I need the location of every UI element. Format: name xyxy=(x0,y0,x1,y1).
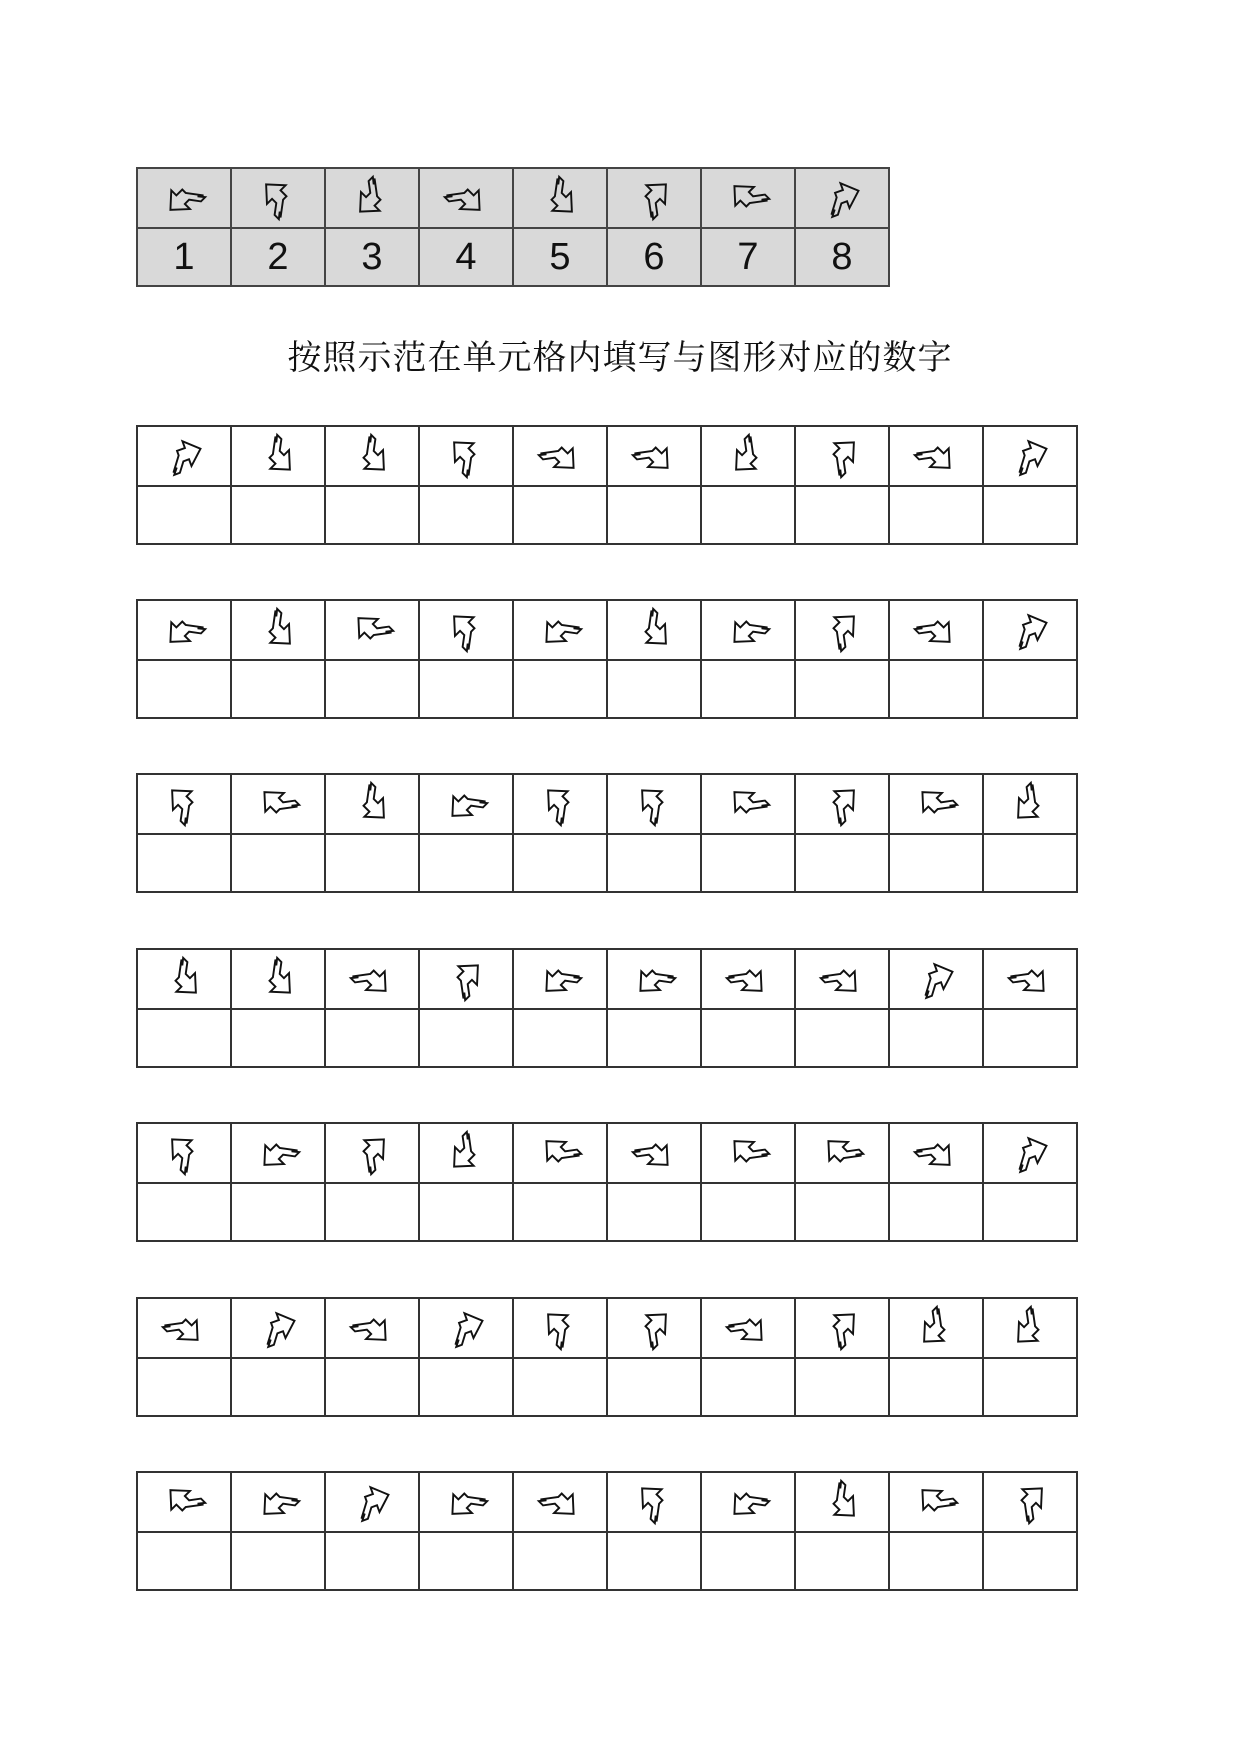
answer-cell[interactable] xyxy=(795,1532,889,1590)
exercise-symbol-row xyxy=(137,426,1077,486)
exercise-symbol-cell xyxy=(325,426,419,486)
arrow-icon xyxy=(1006,606,1054,654)
exercise-symbol-cell xyxy=(607,949,701,1009)
exercise-symbol-cell xyxy=(701,949,795,1009)
arrow-icon xyxy=(254,1129,302,1177)
arrow-icon xyxy=(160,606,208,654)
answer-cell[interactable] xyxy=(419,1532,513,1590)
key-number-cell: 4 xyxy=(419,228,513,286)
exercise-symbol-cell xyxy=(889,1298,983,1358)
answer-cell[interactable] xyxy=(325,1183,419,1241)
arrow-icon xyxy=(254,432,302,480)
answer-cell[interactable] xyxy=(513,486,607,544)
exercise-symbol-cell xyxy=(607,426,701,486)
arrow-icon xyxy=(1006,1129,1054,1177)
arrow-icon xyxy=(1006,1304,1054,1352)
arrow-icon xyxy=(724,174,772,222)
answer-cell[interactable] xyxy=(607,1009,701,1067)
arrow-icon xyxy=(348,1129,396,1177)
exercise-symbol-cell xyxy=(513,949,607,1009)
arrow-icon xyxy=(254,174,302,222)
key-symbol-cell xyxy=(513,168,607,228)
key-symbol-cell xyxy=(419,168,513,228)
answer-cell[interactable] xyxy=(325,1358,419,1416)
answer-cell[interactable] xyxy=(137,486,231,544)
arrow-icon xyxy=(442,174,490,222)
exercise-symbol-cell xyxy=(137,426,231,486)
key-symbol-cell xyxy=(137,168,231,228)
arrow-icon xyxy=(348,1304,396,1352)
answer-cell[interactable] xyxy=(607,1358,701,1416)
exercise-symbol-cell xyxy=(513,774,607,834)
exercise-symbol-cell xyxy=(701,1298,795,1358)
exercise-symbol-cell xyxy=(889,949,983,1009)
answer-cell[interactable] xyxy=(889,660,983,718)
exercise-symbol-cell xyxy=(983,774,1077,834)
exercise-symbol-cell xyxy=(983,1472,1077,1532)
answer-cell[interactable] xyxy=(513,660,607,718)
answer-cell[interactable] xyxy=(889,834,983,892)
exercise-symbol-cell xyxy=(231,1298,325,1358)
arrow-icon xyxy=(536,606,584,654)
exercise-symbol-cell xyxy=(419,600,513,660)
exercise-symbol-cell xyxy=(513,1298,607,1358)
arrow-icon xyxy=(1006,1478,1054,1526)
arrow-icon xyxy=(724,1478,772,1526)
arrow-icon xyxy=(818,780,866,828)
exercise-symbol-cell xyxy=(231,1472,325,1532)
answer-key-table xyxy=(136,167,890,287)
exercise-answer-row xyxy=(137,486,1077,544)
answer-cell[interactable] xyxy=(231,1532,325,1590)
exercise-symbol-cell xyxy=(325,1123,419,1183)
answer-cell[interactable] xyxy=(701,660,795,718)
key-symbol-row xyxy=(137,168,889,228)
answer-cell[interactable] xyxy=(513,1532,607,1590)
arrow-icon xyxy=(724,1129,772,1177)
arrow-icon xyxy=(536,780,584,828)
arrow-icon xyxy=(348,606,396,654)
exercise-symbol-cell xyxy=(701,1472,795,1532)
arrow-icon xyxy=(348,780,396,828)
exercise-symbol-cell xyxy=(795,949,889,1009)
key-number-cell: 6 xyxy=(607,228,701,286)
arrow-icon xyxy=(912,780,960,828)
arrow-icon xyxy=(724,955,772,1003)
exercise-answer-row xyxy=(137,1009,1077,1067)
answer-cell[interactable] xyxy=(231,1009,325,1067)
answer-cell[interactable] xyxy=(889,1358,983,1416)
arrow-icon xyxy=(818,1304,866,1352)
exercise-symbol-cell xyxy=(983,949,1077,1009)
exercise-symbol-cell xyxy=(231,1123,325,1183)
key-number-cell: 3 xyxy=(325,228,419,286)
key-number-cell: 2 xyxy=(231,228,325,286)
arrow-icon xyxy=(536,1304,584,1352)
answer-cell[interactable] xyxy=(701,486,795,544)
exercise-symbol-cell xyxy=(607,1123,701,1183)
exercise-symbol-row xyxy=(137,1123,1077,1183)
arrow-icon xyxy=(442,1478,490,1526)
arrow-icon xyxy=(442,780,490,828)
exercise-table xyxy=(136,1122,1078,1242)
arrow-icon xyxy=(818,432,866,480)
answer-cell[interactable] xyxy=(325,834,419,892)
arrow-icon xyxy=(818,606,866,654)
exercise-symbol-cell xyxy=(795,426,889,486)
arrow-icon xyxy=(254,1478,302,1526)
answer-cell[interactable] xyxy=(137,660,231,718)
exercise-answer-row xyxy=(137,834,1077,892)
exercise-answer-row xyxy=(137,660,1077,718)
arrow-icon xyxy=(630,1478,678,1526)
exercise-symbol-cell xyxy=(607,774,701,834)
key-symbol-cell xyxy=(231,168,325,228)
arrow-icon xyxy=(630,1304,678,1352)
exercise-symbol-cell xyxy=(983,1123,1077,1183)
arrow-icon xyxy=(630,432,678,480)
exercise-table xyxy=(136,1297,1078,1417)
arrow-icon xyxy=(630,606,678,654)
key-number-row xyxy=(137,228,889,286)
exercise-table xyxy=(136,425,1078,545)
arrow-icon xyxy=(912,432,960,480)
exercise-symbol-cell xyxy=(137,1123,231,1183)
answer-cell[interactable] xyxy=(137,1009,231,1067)
exercise-symbol-cell xyxy=(419,1298,513,1358)
exercise-symbol-cell xyxy=(325,1472,419,1532)
arrow-icon xyxy=(348,955,396,1003)
arrow-icon xyxy=(160,1129,208,1177)
answer-cell[interactable] xyxy=(889,1183,983,1241)
exercise-symbol-cell xyxy=(795,600,889,660)
answer-cell[interactable] xyxy=(795,486,889,544)
arrow-icon xyxy=(254,780,302,828)
exercise-symbol-cell xyxy=(795,1298,889,1358)
key-number-cell: 7 xyxy=(701,228,795,286)
exercise-symbol-cell xyxy=(795,774,889,834)
answer-cell[interactable] xyxy=(983,486,1077,544)
key-symbol-cell xyxy=(795,168,889,228)
arrow-icon xyxy=(912,1478,960,1526)
key-symbol-cell xyxy=(701,168,795,228)
answer-cell[interactable] xyxy=(419,486,513,544)
answer-cell[interactable] xyxy=(701,1532,795,1590)
arrow-icon xyxy=(536,1129,584,1177)
arrow-icon xyxy=(536,432,584,480)
answer-cell[interactable] xyxy=(325,1009,419,1067)
answer-cell[interactable] xyxy=(419,834,513,892)
exercise-symbol-cell xyxy=(795,1472,889,1532)
answer-cell[interactable] xyxy=(701,1009,795,1067)
arrow-icon xyxy=(630,955,678,1003)
exercise-answer-row xyxy=(137,1183,1077,1241)
answer-cell[interactable] xyxy=(325,1532,419,1590)
exercise-symbol-row xyxy=(137,949,1077,1009)
exercise-symbol-cell xyxy=(701,426,795,486)
exercise-symbol-cell xyxy=(607,1472,701,1532)
answer-cell[interactable] xyxy=(513,1009,607,1067)
exercise-symbol-cell xyxy=(231,774,325,834)
exercise-symbol-cell xyxy=(513,1472,607,1532)
key-number-cell: 8 xyxy=(795,228,889,286)
arrow-icon xyxy=(348,174,396,222)
exercise-symbol-cell xyxy=(889,1123,983,1183)
arrow-icon xyxy=(536,174,584,222)
exercise-symbol-cell xyxy=(231,949,325,1009)
key-symbol-cell xyxy=(607,168,701,228)
arrow-icon xyxy=(630,780,678,828)
arrow-icon xyxy=(630,1129,678,1177)
answer-cell[interactable] xyxy=(607,660,701,718)
exercise-symbol-cell xyxy=(325,949,419,1009)
arrow-icon xyxy=(254,606,302,654)
answer-cell[interactable] xyxy=(513,1183,607,1241)
arrow-icon xyxy=(912,1304,960,1352)
arrow-icon xyxy=(1006,955,1054,1003)
key-symbol-cell xyxy=(325,168,419,228)
exercise-symbol-cell xyxy=(231,426,325,486)
exercise-table xyxy=(136,948,1078,1068)
answer-cell[interactable] xyxy=(889,1009,983,1067)
exercise-symbol-cell xyxy=(419,949,513,1009)
answer-cell[interactable] xyxy=(795,1009,889,1067)
arrow-icon xyxy=(724,606,772,654)
exercise-symbol-cell xyxy=(137,1298,231,1358)
exercise-symbol-cell xyxy=(607,600,701,660)
answer-cell[interactable] xyxy=(983,1009,1077,1067)
exercise-symbol-cell xyxy=(325,1298,419,1358)
arrow-icon xyxy=(1006,780,1054,828)
exercise-symbol-cell xyxy=(513,600,607,660)
answer-cell[interactable] xyxy=(795,1183,889,1241)
arrow-icon xyxy=(818,1129,866,1177)
answer-cell[interactable] xyxy=(231,1358,325,1416)
exercise-symbol-cell xyxy=(513,426,607,486)
exercise-symbol-cell xyxy=(983,1298,1077,1358)
answer-cell[interactable] xyxy=(419,660,513,718)
answer-cell[interactable] xyxy=(231,660,325,718)
arrow-icon xyxy=(536,1478,584,1526)
arrow-icon xyxy=(160,780,208,828)
answer-cell[interactable] xyxy=(795,1358,889,1416)
answer-cell[interactable] xyxy=(701,1183,795,1241)
arrow-icon xyxy=(912,1129,960,1177)
exercise-symbol-cell xyxy=(419,1123,513,1183)
exercise-symbol-cell xyxy=(607,1298,701,1358)
answer-cell[interactable] xyxy=(513,834,607,892)
arrow-icon xyxy=(160,1478,208,1526)
answer-cell[interactable] xyxy=(137,834,231,892)
answer-cell[interactable] xyxy=(607,834,701,892)
arrow-icon xyxy=(442,1304,490,1352)
exercise-symbol-cell xyxy=(889,774,983,834)
answer-cell[interactable] xyxy=(231,834,325,892)
exercise-symbol-cell xyxy=(513,1123,607,1183)
answer-cell[interactable] xyxy=(607,1532,701,1590)
answer-cell[interactable] xyxy=(607,486,701,544)
answer-cell[interactable] xyxy=(795,660,889,718)
answer-cell[interactable] xyxy=(231,1183,325,1241)
arrow-icon xyxy=(160,1304,208,1352)
exercise-symbol-cell xyxy=(137,1472,231,1532)
exercise-symbol-cell xyxy=(889,1472,983,1532)
exercise-table xyxy=(136,599,1078,719)
exercise-answer-row xyxy=(137,1532,1077,1590)
arrow-icon xyxy=(442,955,490,1003)
answer-cell[interactable] xyxy=(231,486,325,544)
answer-cell[interactable] xyxy=(513,1358,607,1416)
answer-cell[interactable] xyxy=(983,1532,1077,1590)
exercise-table xyxy=(136,773,1078,893)
exercise-symbol-cell xyxy=(795,1123,889,1183)
answer-cell[interactable] xyxy=(983,1358,1077,1416)
answer-cell[interactable] xyxy=(137,1532,231,1590)
arrow-icon xyxy=(348,1478,396,1526)
answer-cell[interactable] xyxy=(983,1183,1077,1241)
arrow-icon xyxy=(724,780,772,828)
arrow-icon xyxy=(912,606,960,654)
exercise-table xyxy=(136,1471,1078,1591)
exercise-symbol-cell xyxy=(701,1123,795,1183)
exercise-symbol-row xyxy=(137,774,1077,834)
answer-cell[interactable] xyxy=(419,1183,513,1241)
exercise-symbol-cell xyxy=(137,600,231,660)
exercise-symbol-cell xyxy=(419,1472,513,1532)
arrow-icon xyxy=(1006,432,1054,480)
exercise-symbol-row xyxy=(137,600,1077,660)
answer-cell[interactable] xyxy=(889,486,983,544)
key-number-cell: 1 xyxy=(137,228,231,286)
arrow-icon xyxy=(160,432,208,480)
exercise-symbol-cell xyxy=(419,774,513,834)
exercise-symbol-cell xyxy=(231,600,325,660)
arrow-icon xyxy=(254,1304,302,1352)
exercise-answer-row xyxy=(137,1358,1077,1416)
instruction-title: 按照示范在单元格内填写与图形对应的数字 xyxy=(287,338,953,378)
answer-cell[interactable] xyxy=(419,1358,513,1416)
answer-cell[interactable] xyxy=(325,660,419,718)
arrow-icon xyxy=(442,432,490,480)
arrow-icon xyxy=(818,955,866,1003)
exercise-symbol-cell xyxy=(889,426,983,486)
answer-cell[interactable] xyxy=(419,1009,513,1067)
answer-cell[interactable] xyxy=(983,660,1077,718)
exercise-symbol-cell xyxy=(419,426,513,486)
exercise-symbol-cell xyxy=(701,774,795,834)
key-number-cell: 5 xyxy=(513,228,607,286)
answer-cell[interactable] xyxy=(701,834,795,892)
answer-cell[interactable] xyxy=(983,834,1077,892)
arrow-icon xyxy=(160,955,208,1003)
arrow-icon xyxy=(630,174,678,222)
arrow-icon xyxy=(442,606,490,654)
exercise-symbol-cell xyxy=(137,949,231,1009)
exercise-symbol-cell xyxy=(325,774,419,834)
arrow-icon xyxy=(536,955,584,1003)
exercise-symbol-cell xyxy=(889,600,983,660)
arrow-icon xyxy=(724,432,772,480)
answer-cell[interactable] xyxy=(325,486,419,544)
answer-cell[interactable] xyxy=(889,1532,983,1590)
arrow-icon xyxy=(254,955,302,1003)
exercise-symbol-cell xyxy=(701,600,795,660)
answer-cell[interactable] xyxy=(137,1358,231,1416)
arrow-icon xyxy=(348,432,396,480)
answer-cell[interactable] xyxy=(137,1183,231,1241)
arrow-icon xyxy=(818,174,866,222)
arrow-icon xyxy=(442,1129,490,1177)
answer-cell[interactable] xyxy=(607,1183,701,1241)
exercise-symbol-cell xyxy=(325,600,419,660)
answer-cell[interactable] xyxy=(701,1358,795,1416)
exercise-symbol-cell xyxy=(137,774,231,834)
exercise-symbol-cell xyxy=(983,426,1077,486)
exercise-symbol-cell xyxy=(983,600,1077,660)
arrow-icon xyxy=(724,1304,772,1352)
exercise-symbol-row xyxy=(137,1298,1077,1358)
arrow-icon xyxy=(818,1478,866,1526)
exercise-symbol-row xyxy=(137,1472,1077,1532)
answer-cell[interactable] xyxy=(795,834,889,892)
arrow-icon xyxy=(160,174,208,222)
arrow-icon xyxy=(912,955,960,1003)
